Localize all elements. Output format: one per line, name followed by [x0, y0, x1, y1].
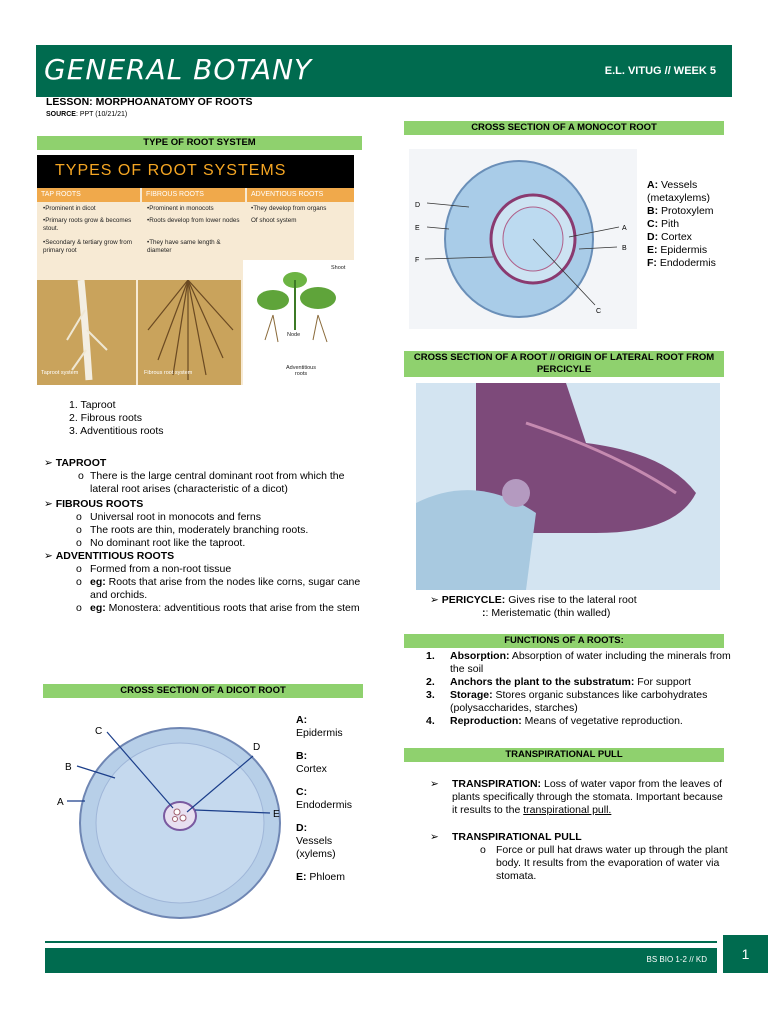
taproot-photo: [37, 280, 136, 385]
circle-bullet-icon: o: [76, 563, 82, 575]
document-title: GENERAL BOTANY: [44, 53, 313, 86]
section-bar-lateral-root: CROSS SECTION OF A ROOT // ORIGIN OF LATERAL ROOT FROM PERCICYLE: [404, 351, 724, 377]
circle-bullet-icon: o: [76, 602, 82, 614]
label-a: A: [622, 225, 627, 232]
monocot-legend: A: Vessels (metaxylems) B: Protoxylem C: Pith D: Cortex E: Epidermis F: Endodermis: [647, 179, 716, 269]
adventitious-root-illustration: [243, 260, 354, 385]
transpiration-section: ➢ TRANSPIRATION: Loss of water vapor from the leaves of plants specifically through the stomata. Important because it results to the transpirational pull. ➢ TRANSPIRATIONAL PULL o Force or pull hat draws water up through the plant body. It results from the evaporation of water via stomata.: [430, 778, 728, 882]
fibrous-root-photo: [138, 280, 241, 385]
taproot-heading: TAPROOT: [55, 457, 107, 469]
label-a: A: [57, 797, 64, 808]
fibrous-point: The roots are thin, moderately branching roots.: [90, 524, 309, 536]
arrow-bullet-icon: ➢: [44, 550, 56, 562]
label-d: D: [253, 742, 261, 753]
monocot-root-diagram: [409, 149, 637, 329]
section-bar-functions: FUNCTIONS OF A ROOTS:: [404, 634, 724, 648]
source-line: SOURCE: PPT (10/21/21): [46, 111, 128, 118]
dicot-legend: A: Epidermis B: Cortex C: Endodermis D: Vessels (xylems) E: Phloem: [296, 714, 353, 883]
lateral-root-micrograph: [416, 383, 720, 590]
table-cell: Of shoot system: [251, 217, 297, 224]
section-bar-transpiration: TRANSPIRATIONAL PULL: [404, 748, 724, 762]
caption-node: Node: [287, 332, 301, 338]
table-header: ADVENTIOUS ROOTS: [247, 188, 354, 202]
section-bar-dicot: CROSS SECTION OF A DICOT ROOT: [43, 684, 363, 698]
caption-adventitious: Adventitious roots: [286, 365, 316, 377]
circle-bullet-icon: o: [76, 511, 82, 523]
caption-fibrous: Fibrous root system: [144, 370, 193, 376]
figure-title: TYPES OF ROOT SYSTEMS: [55, 162, 287, 179]
label-e: E: [415, 225, 420, 232]
circle-bullet-icon: o: [76, 537, 82, 549]
pericycle-note: ➢ PERICYCLE: Gives rise to the lateral root :: Meristematic (thin walled): [430, 594, 637, 619]
dicot-root-diagram: [55, 718, 290, 928]
caption-taproot: Taproot system: [41, 370, 79, 376]
table-header: FIBROUS ROOTS: [142, 188, 245, 202]
label-c: C: [95, 726, 103, 737]
monocot-cross-section: [409, 149, 637, 329]
label-d: D: [415, 202, 421, 209]
fibrous-heading: FIBROUS ROOTS: [55, 498, 144, 510]
root-type-list: [69, 399, 164, 438]
caption-shoot: Shoot: [331, 265, 346, 271]
table-cell: •Prominent in monocots: [147, 205, 214, 212]
arrow-bullet-icon: ➢: [430, 778, 439, 790]
author-week: E.L. VITUG // WEEK 5: [604, 65, 716, 77]
section-bar-monocot: CROSS SECTION OF A MONOCOT ROOT: [404, 121, 724, 135]
root-systems-figure: [37, 155, 354, 385]
lateral-root-illustration: [416, 383, 720, 590]
table-cell: •Roots develop from lower nodes: [147, 217, 240, 224]
table-cell: •Primary roots grow & becomes stout.: [43, 217, 132, 232]
footer-rule: [45, 941, 717, 943]
footer-label: BS BIO 1-2 // KD: [646, 955, 707, 964]
table-cell: •Prominent in dicot: [43, 205, 96, 212]
dicot-cross-section: [55, 718, 290, 928]
taproot-text: There is the large central dominant root from which the lateral root arises (characteristic of a dicot): [90, 470, 345, 495]
adventitious-point: Formed from a non-root tissue: [90, 563, 232, 575]
page-header: [36, 45, 732, 97]
label-f: F: [415, 257, 420, 264]
arrow-bullet-icon: ➢: [430, 594, 442, 606]
circle-bullet-icon: o: [76, 524, 82, 536]
circle-bullet-icon: o: [480, 844, 486, 856]
arrow-bullet-icon: ➢: [430, 831, 439, 843]
adventitious-point: Roots that arise from the nodes like corns, sugar cane and orchids.: [90, 576, 361, 601]
functions-list: 1. Absorption: Absorption of water including the minerals from the soil 2. Anchors the plant to the substratum: For support 3. Storage: Stores organic substances like carbohydrates (polysaccharides, starches) 4. Reproduction: Means of vegetative reproduction.: [426, 650, 731, 727]
adventitious-point: Monostera: adventitious roots that arise from the stem: [105, 602, 360, 614]
table-header: TAP ROOTS: [37, 188, 140, 202]
list-item: 3. Adventitious roots: [69, 425, 164, 437]
adventitious-heading: ADVENTITIOUS ROOTS: [55, 550, 175, 562]
table-cell: •They develop from organs: [251, 205, 327, 212]
list-item: 2. Fibrous roots: [69, 412, 142, 424]
circle-bullet-icon: o: [76, 576, 82, 588]
section-bar-root-system: TYPE OF ROOT SYSTEM: [37, 136, 362, 150]
list-item: 1. Taproot: [69, 399, 116, 411]
arrow-bullet-icon: ➢: [44, 457, 56, 469]
table-cell: •Secondary & tertiary grow from primary root: [43, 239, 132, 254]
label-b: B: [65, 762, 72, 773]
label-b: B: [622, 245, 627, 252]
table-cell: •They have same length & diameter: [147, 239, 221, 254]
fibrous-point: Universal root in monocots and ferns: [90, 511, 261, 523]
fibrous-point: No dominant root like the taproot.: [90, 537, 246, 549]
taproot-section: ➢ TAPROOT o There is the large central dominant root from which the lateral root arises (characteristic of a dicot) ➢ FIBROUS ROOTS o Universal root in monocots and ferns o The roots are thin, moderately branching roots. o No dominant root like the taproot. ➢ ADVENTITIOUS ROOTS o Formed from a non-root tissue o eg: Roots that arise from the nodes like corns, sugar cane and orchids. o eg: Monostera: adventitious roots that arise from the stem: [44, 457, 361, 614]
circle-bullet-icon: o: [78, 470, 84, 482]
page-number: 1: [723, 935, 768, 973]
label-e: E: [273, 809, 280, 820]
lesson-title: LESSON: MORPHOANATOMY OF ROOTS: [46, 96, 253, 108]
arrow-bullet-icon: ➢: [44, 498, 56, 510]
page-footer: [45, 948, 717, 973]
label-c: C: [596, 308, 602, 315]
